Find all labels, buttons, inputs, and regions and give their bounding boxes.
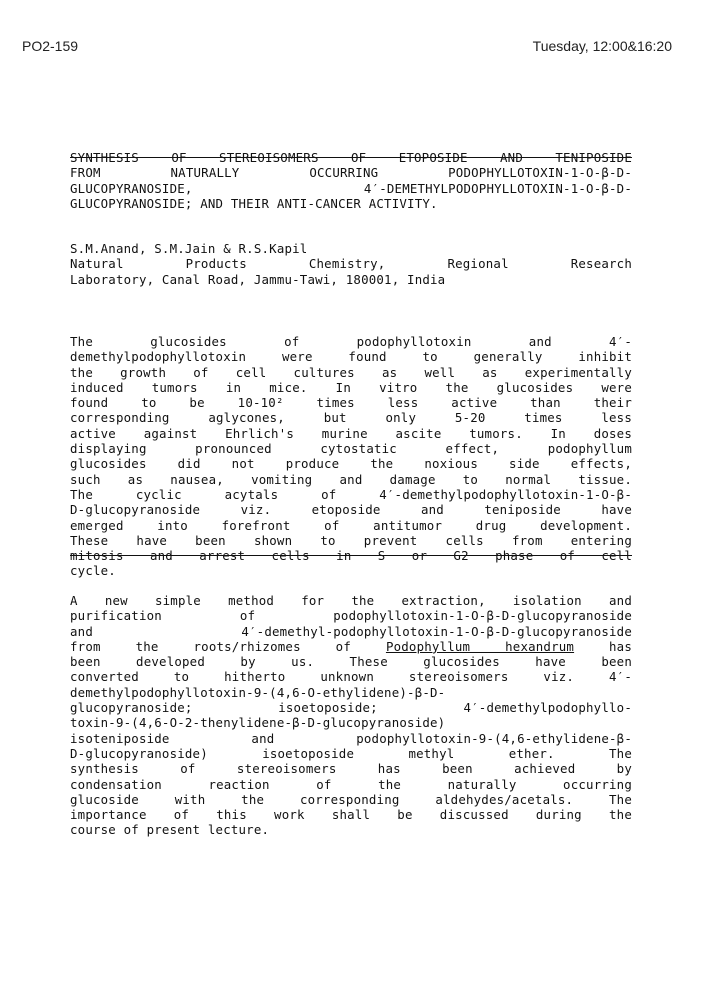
text-line: D-glucopyranoside) isoetoposide methyl ether. The [70,745,632,761]
text-line: induced tumors in mice. In vitro the glucosides were [70,379,632,395]
text-fragment: from the roots/rhizomes of [70,638,386,654]
title-line: GLUCOPYRANOSIDE, 4′-DEMETHYLPODOPHYLLOTOXIN-1-O-β-D- [70,180,632,196]
abstract-code: PO2-159 [22,38,79,54]
text-line: A new simple method for the extraction, isolation and [70,593,632,608]
text-line: The cyclic acytals of 4′-demethylpodophyllotoxin-1-O-β- [70,486,632,502]
text-line: been developed by us. These glucosides have been [70,654,632,670]
text-line: mitosis and arrest cells in S or G2 phase of cell [70,548,632,564]
text-line: emerged into forefront of antitumor drug development. [70,517,632,533]
title-line: SYNTHESIS OF STEREOISOMERS OF ETOPOSIDE AND TENIPOSIDE [70,150,632,165]
text-line: cycle. [70,563,116,579]
abstract-title [70,150,632,211]
paragraph-1 [70,334,632,579]
text-line: glucoside with the corresponding aldehydes/acetals. The [70,791,632,807]
paragraph-2 [70,593,632,838]
text-line: isoteniposide and podophyllotoxin-9-(4,6-ethylidene-β- [70,730,632,746]
text-line: displaying pronounced cytostatic effect, podophyllum [70,441,632,457]
text-line: glucopyranoside; isoetoposide; 4′-demethylpodophyllo- [70,700,632,716]
text-line: course of present lecture. [70,822,270,838]
text-fragment: has [574,638,632,654]
title-line: FROM NATURALLY OCCURRING PODOPHYLLOTOXIN-1-O-β-D- [70,165,632,181]
text-line: toxin-9-(4,6-O-2-thenylidene-β-D-glucopyranoside) [70,715,446,731]
title-line: GLUCOPYRANOSIDE; AND THEIR ANTI-CANCER ACTIVITY. [70,195,438,211]
text-line: These have been shown to prevent cells from entering [70,532,632,548]
affiliation-line: Natural Products Chemistry, Regional Research [70,256,632,272]
text-line: found to be 10-10² times less active than their [70,395,632,411]
text-line: condensation reaction of the naturally occurring [70,776,632,792]
text-line: corresponding aglycones, but only 5-20 times less [70,410,632,426]
session-time: Tuesday, 12:00&16:20 [532,38,672,54]
text-line: The glucosides of podophyllotoxin and 4′- [70,334,632,349]
text-line: demethylpodophyllotoxin were found to generally inhibit [70,349,632,365]
text-line: such as nausea, vomiting and damage to normal tissue. [70,471,632,487]
text-line: synthesis of stereoisomers has been achieved by [70,761,632,777]
text-line-species [70,639,632,654]
text-line: importance of this work shall be discussed during the [70,807,632,823]
author-block [70,241,632,287]
text-line: glucosides did not produce the noxious side effects, [70,456,632,472]
affiliation-line: Laboratory, Canal Road, Jammu-Tawi, 180001, India [70,271,446,287]
species-name: Podophyllum hexandrum [385,638,575,654]
text-line: purification of podophyllotoxin-1-O-β-D-glucopyranoside [70,608,632,624]
text-line: converted to hitherto unknown stereoisomers viz. 4′- [70,669,632,685]
text-line: active against Ehrlich's murine ascite tumors. In doses [70,425,632,441]
text-line: demethylpodophyllotoxin-9-(4,6-O-ethylidene)-β-D- [70,684,446,700]
author-names: S.M.Anand, S.M.Jain & R.S.Kapil [70,241,308,256]
text-line: D-glucopyranoside viz. etoposide and teniposide have [70,502,632,518]
text-line: and 4′-demethyl-podophyllotoxin-1-O-β-D-glucopyranoside [70,623,632,639]
text-line: the growth of cell cultures as well as experimentally [70,364,632,380]
